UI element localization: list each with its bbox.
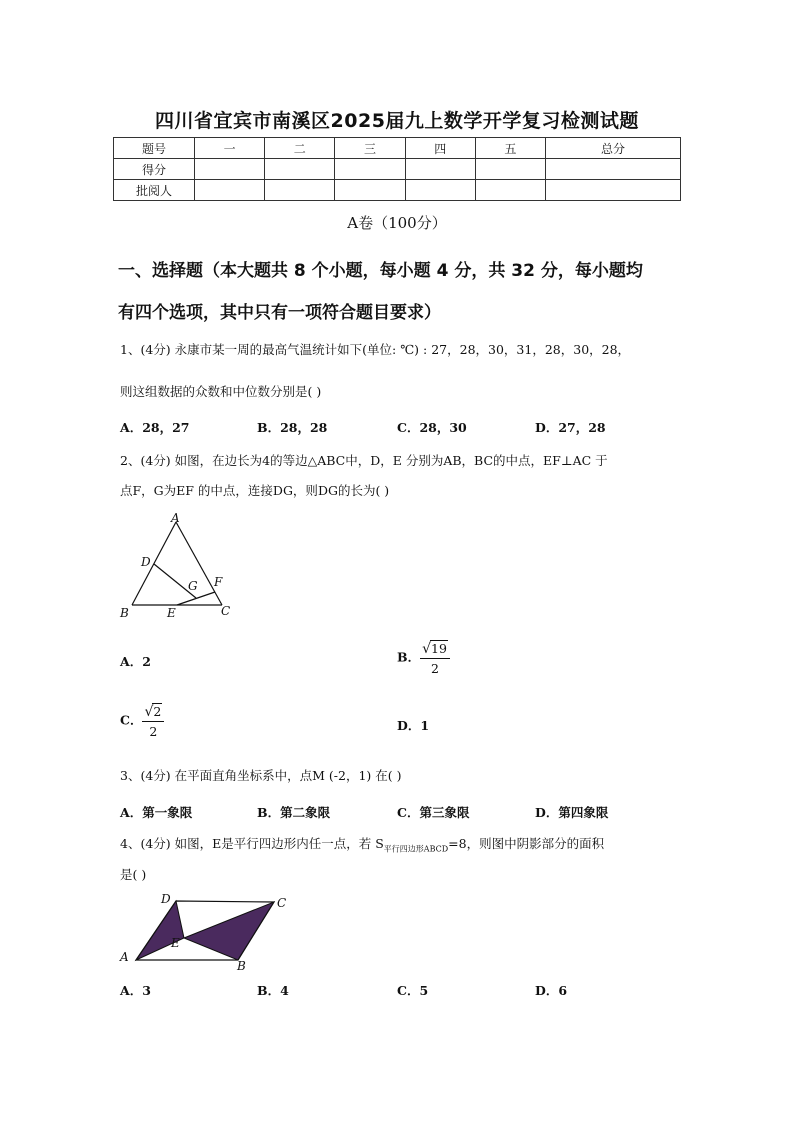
q2-option-c bbox=[120, 703, 164, 739]
score-cell bbox=[335, 180, 405, 201]
label-a: A bbox=[171, 511, 180, 525]
q1-option-c: C．28，30 bbox=[397, 420, 467, 435]
score-header-cell: 总分 bbox=[546, 138, 681, 159]
fraction bbox=[420, 640, 450, 676]
score-table-row bbox=[114, 180, 681, 201]
score-header-cell: 一 bbox=[195, 138, 265, 159]
label-g: G bbox=[188, 579, 198, 593]
score-cell bbox=[265, 180, 335, 201]
q2-option-c-prefix: C． bbox=[120, 712, 143, 728]
question-1-text: 1、(4分) 永康市某一周的最高气温统计如下(单位: ℃) : 27，28，30，31，28，30，28， bbox=[120, 342, 631, 357]
area-subscript: 平行四边形ABCD bbox=[383, 844, 449, 854]
radicand: 19 bbox=[431, 641, 447, 656]
score-cell bbox=[195, 159, 265, 180]
score-cell bbox=[546, 159, 681, 180]
q3-option-b: B．第二象限 bbox=[257, 805, 331, 820]
question-4-text-a: 4、(4分) 如图，E是平行四边形内任一点，若 S bbox=[120, 836, 384, 851]
question-4-text-b: =8，则图中阴影部分的面积 bbox=[448, 836, 605, 851]
label-b: B bbox=[120, 606, 129, 620]
radical-sign: √ bbox=[144, 704, 154, 720]
score-cell bbox=[405, 159, 475, 180]
q2-option-d: D．1 bbox=[397, 718, 430, 733]
label-e: E bbox=[171, 936, 180, 950]
radicand: 2 bbox=[153, 704, 162, 719]
shaded-triangle-ebc bbox=[184, 902, 274, 960]
label-e: E bbox=[167, 606, 176, 620]
q2-option-b-prefix: B． bbox=[397, 649, 421, 665]
q3-option-a: A．第一象限 bbox=[120, 805, 193, 820]
question-3-text: 3、(4分) 在平面直角坐标系中，点M (-2，1) 在( ) bbox=[120, 768, 402, 783]
label-f: F bbox=[214, 575, 223, 589]
q3-option-c: C．第三象限 bbox=[397, 805, 470, 820]
q4-option-a: A．3 bbox=[120, 983, 151, 998]
section-heading-cont: 有四个选项，其中只有一项符合题目要求） bbox=[118, 303, 441, 323]
label-d: D bbox=[141, 555, 151, 569]
q3-option-d: D．第四象限 bbox=[535, 805, 609, 820]
score-header-cell: 五 bbox=[475, 138, 545, 159]
q4-option-c: C．5 bbox=[397, 983, 429, 998]
page-title: 四川省宜宾市南溪区2025届九上数学开学复习检测试题 bbox=[155, 110, 639, 132]
volume-label: A卷（100分） bbox=[347, 214, 447, 232]
score-cell bbox=[475, 159, 545, 180]
score-row-label: 得分 bbox=[114, 159, 195, 180]
score-table-header-row bbox=[114, 138, 681, 159]
q4-option-b: B．4 bbox=[257, 983, 289, 998]
q1-option-d: D．27，28 bbox=[535, 420, 606, 435]
label-c: C bbox=[277, 896, 287, 910]
denominator: 2 bbox=[149, 724, 158, 739]
score-cell bbox=[405, 180, 475, 201]
q4-option-d: D．6 bbox=[535, 983, 568, 998]
triangle-figure bbox=[114, 508, 238, 620]
score-header-cell: 四 bbox=[405, 138, 475, 159]
denominator: 2 bbox=[431, 661, 439, 676]
fraction bbox=[142, 703, 164, 739]
score-cell bbox=[195, 180, 265, 201]
score-cell bbox=[546, 180, 681, 201]
label-a: A bbox=[120, 950, 129, 964]
label-c: C bbox=[221, 604, 231, 618]
question-1-text-cont: 则这组数据的众数和中位数分别是( ) bbox=[120, 384, 322, 399]
radical-sign: √ bbox=[422, 641, 431, 657]
score-cell bbox=[335, 159, 405, 180]
score-table-row bbox=[114, 159, 681, 180]
score-cell bbox=[265, 159, 335, 180]
q1-option-b: B．28，28 bbox=[257, 420, 328, 435]
question-2-text: 2、(4分) 如图，在边长为4的等边△ABC中，D，E 分别为AB，BC的中点，EF⊥AC 于 bbox=[120, 453, 608, 468]
label-b: B bbox=[237, 959, 246, 972]
score-cell bbox=[475, 180, 545, 201]
score-header-cell: 题号 bbox=[114, 138, 195, 159]
section-heading: 一、选择题（本大题共 8 个小题，每小题 4 分，共 32 分，每小题均 bbox=[118, 261, 643, 281]
q1-option-a: A．28，27 bbox=[120, 420, 190, 435]
q2-option-a: A．2 bbox=[120, 654, 151, 669]
shaded-triangle-ade bbox=[136, 901, 184, 960]
label-d: D bbox=[161, 892, 171, 906]
q2-option-b bbox=[397, 640, 450, 676]
score-header-cell: 二 bbox=[265, 138, 335, 159]
score-header-cell: 三 bbox=[335, 138, 405, 159]
question-2-text-cont: 点F，G为EF 的中点，连接DG，则DG的长为( ) bbox=[120, 483, 390, 498]
question-4-text bbox=[120, 834, 604, 855]
parallelogram-figure bbox=[114, 888, 300, 972]
score-row-label: 批阅人 bbox=[114, 180, 195, 201]
question-4-text-cont: 是( ) bbox=[120, 867, 147, 882]
score-table bbox=[113, 137, 681, 201]
